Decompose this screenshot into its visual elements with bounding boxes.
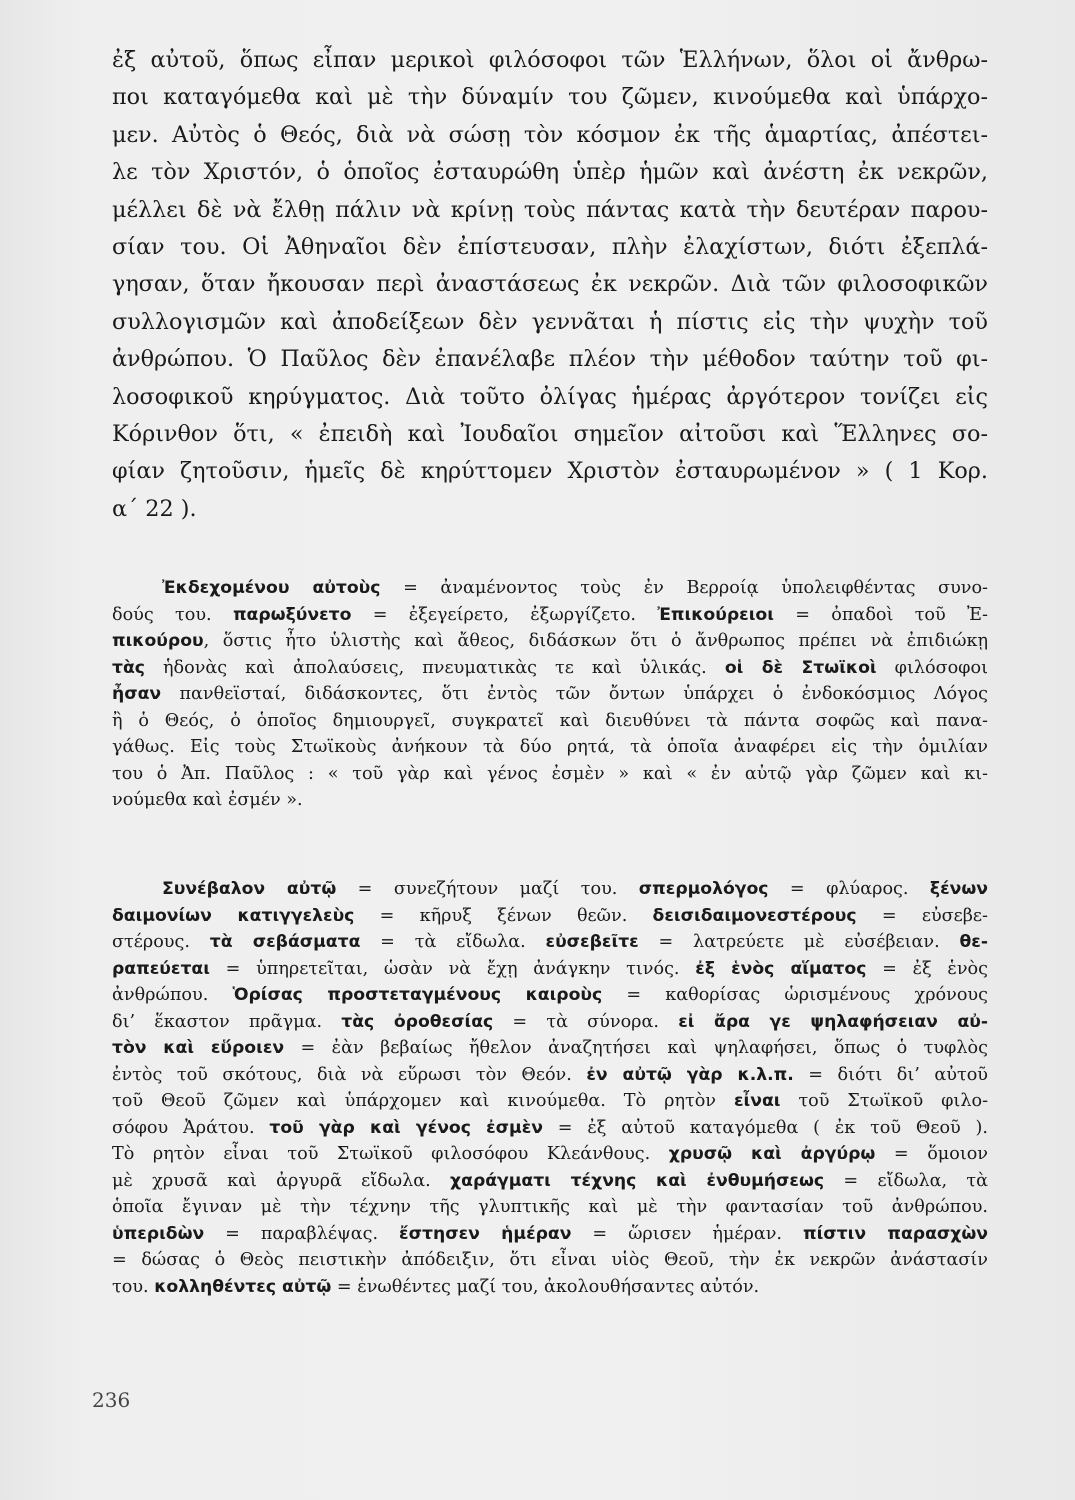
definition: μὲ χρυσᾶ καὶ ἀργυρᾶ εἴδωλα. xyxy=(112,1170,451,1191)
glossary-notes-1 xyxy=(112,575,988,814)
note-line xyxy=(112,681,988,708)
text-line: ἐξ αὐτοῦ, ὅπως εἶπαν μερικοὶ φιλόσοφοι τῶν Ἑλλήνων, ὅλοι οἱ ἄνθρω- xyxy=(112,47,988,73)
term: θε- xyxy=(959,932,989,952)
note-line xyxy=(112,1141,988,1168)
definition: = συνεζήτουν μαζί του. xyxy=(336,879,639,899)
note-line xyxy=(112,1168,988,1195)
definition: , ὅστις ἦτο ὑλιστὴς καὶ ἄθεος, διδάσκων ὅτι ὁ ἄνθρωπος πρέπει νὰ ἐπιδιώκῃ xyxy=(203,631,988,651)
text-line: μεν. Αὐτὸς ὁ Θεός, διὰ νὰ σώσῃ τὸν κόσμον ἐκ τῆς ἁμαρτίας, ἀπέστει- xyxy=(112,121,988,148)
term: ἦσαν xyxy=(112,684,162,704)
text-line: α΄ 22 ). xyxy=(112,495,197,522)
definition: = τὰ εἴδωλα. xyxy=(360,932,546,952)
definition: τοῦ Θεοῦ ζῶμεν καὶ ὑπάρχομεν καὶ κινούμεθα. Τὸ ρητὸν xyxy=(112,1091,734,1111)
term: εἰ ἄρα γε ψηλαφήσειαν αὐ- xyxy=(678,1011,988,1032)
term: σπερμολόγος xyxy=(638,879,769,899)
text-line: λοσοφικοῦ κηρύγματος. Διὰ τοῦτο ὀλίγας ἡμέρας ἀργότερον τονίζει εἰς xyxy=(112,383,988,410)
definition: = ἐὰν βεβαίως ἤθελον ἀναζητήσει καὶ ψηλαφήσει, ὅπως ὁ τυφλὸς xyxy=(284,1038,988,1058)
term: τὰς ὀροθεσίας xyxy=(341,1011,494,1032)
definition: = ἀναμένοντος τοὺς ἐν Βερροίᾳ ὑπολειφθέντας συνο- xyxy=(380,578,988,598)
term: ἐξ ἑνὸς αἵματος xyxy=(695,958,867,979)
page-number: 236 xyxy=(92,1388,131,1412)
definition: στέρους. xyxy=(112,932,210,952)
note-line xyxy=(112,903,988,930)
note-line xyxy=(112,982,988,1009)
definition: = ὥρισεν ἡμέραν. xyxy=(571,1223,803,1244)
note-line: = δώσας ὁ Θεὸς πειστικὴν ἀπόδειξιν, ὅτι εἶναι υἱὸς Θεοῦ, τὴν ἐκ νεκρῶν ἀνάστασίν xyxy=(112,1250,988,1270)
term: τὸν καὶ εὕροιεν xyxy=(112,1038,285,1058)
term: χαράγματι τέχνης καὶ ἐνθυμήσεως xyxy=(450,1170,825,1191)
definition: = ὀπαδοὶ τοῦ Ἐ- xyxy=(773,604,988,625)
term: χρυσῷ καὶ ἀργύρῳ xyxy=(668,1144,876,1164)
note-line xyxy=(112,1035,988,1062)
definition: = εὐσεβε- xyxy=(856,905,988,926)
term: Ἐπικούρειοι xyxy=(657,604,774,625)
definition: ἡδονὰς καὶ ἀπολαύσεις, πνευματικὰς τε καὶ ὑλικάς. xyxy=(144,657,725,678)
definition: του. xyxy=(112,1276,155,1297)
definition: = φλύαρος. xyxy=(768,879,930,899)
definition: φιλόσοφοι xyxy=(876,657,988,678)
term: ὑπεριδὼν xyxy=(112,1223,205,1244)
definition: = ἑνωθέντες μαζί του, ἀκολουθήσαντες αὐτόν. xyxy=(331,1276,760,1297)
glossary-notes-2 xyxy=(112,876,988,1300)
definition: = ἐξεγείρετο, ἐξωργίζετο. xyxy=(351,604,658,625)
term: κολληθέντες αὐτῷ xyxy=(154,1276,332,1297)
definition: = καθορίσας ὡρισμένους χρόνους xyxy=(602,985,988,1005)
text-line: συλλογισμῶν καὶ ἀποδείξεων δὲν γεννᾶται ἡ πίστις εἰς τὴν ψυχὴν τοῦ xyxy=(112,308,988,335)
term: εὐσεβεῖτε xyxy=(545,932,639,952)
term: Ἐκδεχομένου αὐτοὺς xyxy=(162,578,381,598)
note-line xyxy=(112,876,988,903)
definition: = ὑπηρετεῖται, ὡσὰν νὰ ἔχῃ ἀνάγκην τινός. xyxy=(209,958,696,979)
note-line: νούμεθα καὶ ἐσμέν ». xyxy=(112,790,303,810)
definition: σόφου Ἀράτου. xyxy=(112,1117,270,1138)
note-line xyxy=(112,1274,988,1301)
note-line xyxy=(112,575,988,602)
definition: = ἐξ ἑνὸς xyxy=(866,958,988,979)
definition: ἀνθρώπου. xyxy=(112,985,233,1005)
definition: πανθεϊσταί, διδάσκοντες, ὅτι ἐντὸς τῶν ὄντων ὑπάρχει ὁ ἐνδοκόσμιος Λόγος xyxy=(161,684,988,704)
term: πίστιν παρασχὼν xyxy=(802,1223,989,1244)
definition: Τὸ ρητὸν εἶναι τοῦ Στωϊκοῦ φιλοσόφου Κλεάνθους. xyxy=(112,1144,669,1164)
definition: = λατρεύετε μὲ εὐσέβειαν. xyxy=(638,932,960,952)
term: τοῦ γὰρ καὶ γένος ἐσμὲν xyxy=(269,1117,543,1138)
note-line xyxy=(112,602,988,629)
definition: = τὰ σύνορα. xyxy=(493,1011,679,1032)
term: πικούρου xyxy=(112,631,204,651)
note-line xyxy=(112,929,988,956)
definition: = κῆρυξ ξένων θεῶν. xyxy=(354,905,653,926)
definition: δι’ ἕκαστον πρᾶγμα. xyxy=(112,1011,342,1032)
definition: δούς του. xyxy=(112,604,233,625)
term: ἔστησεν ἡμέραν xyxy=(399,1223,572,1244)
definition: = εἴδωλα, τὰ xyxy=(824,1170,988,1191)
definition: = ὅμοιον xyxy=(875,1144,989,1164)
definition: τοῦ Στωϊκοῦ φιλο- xyxy=(780,1091,989,1111)
term: τὰς xyxy=(112,657,145,678)
text-line: μέλλει δὲ νὰ ἔλθῃ πάλιν νὰ κρίνῃ τοὺς πάντας κατὰ τὴν δευτέραν παρου- xyxy=(112,196,988,223)
definition: = παραβλέψας. xyxy=(204,1223,400,1244)
text-line: ἀνθρώπου. Ὁ Παῦλος δὲν ἐπανέλαβε πλέον τὴν μέθοδον ταύτην τοῦ φι- xyxy=(112,346,988,373)
term: Ὁρίσας προστεταγμένους καιροὺς xyxy=(232,985,603,1005)
term: ξένων xyxy=(929,879,988,899)
note-line: γάθως. Εἰς τοὺς Στωϊκοὺς ἀνήκουν τὰ δύο ρητά, τὰ ὁποῖα ἀναφέρει εἰς τὴν ὁμιλίαν xyxy=(112,737,988,757)
note-line xyxy=(112,1088,988,1115)
note-line xyxy=(112,1221,988,1248)
note-line xyxy=(112,1009,988,1036)
note-line: του ὁ Ἀπ. Παῦλος : « τοῦ γὰρ καὶ γένος ἐσμὲν » καὶ « ἐν αὐτῷ γὰρ ζῶμεν καὶ κι- xyxy=(112,763,988,784)
text-line: ποι καταγόμεθα καὶ μὲ τὴν δύναμίν του ζῶμεν, κινούμεθα καὶ ὑπάρχο- xyxy=(112,84,988,111)
note-line xyxy=(112,1062,988,1089)
term: οἱ δὲ Στωϊκοὶ xyxy=(724,657,877,678)
term: παρωξύνετο xyxy=(232,604,352,625)
note-line: ἢ ὁ Θεός, ὁ ὁποῖος δημιουργεῖ, συγκρατεῖ καὶ διευθύνει τὰ πάντα σοφῶς καὶ πανα- xyxy=(112,710,988,731)
text-line: σίαν του. Οἱ Ἀθηναῖοι δὲν ἐπίστευσαν, πλὴν ἐλαχίστων, διότι ἐξεπλά- xyxy=(112,234,988,261)
main-paragraph xyxy=(112,42,988,528)
term: Συνέβαλον αὐτῷ xyxy=(162,879,337,899)
note-line xyxy=(112,1115,988,1142)
note-line: ὁποῖα ἔγιναν μὲ τὴν τέχνην τῆς γλυπτικῆς καὶ μὲ τὴν φαντασίαν τοῦ ἀνθρώπου. xyxy=(112,1197,988,1217)
definition: = ἐξ αὐτοῦ καταγόμεθα ( ἐκ τοῦ Θεοῦ ). xyxy=(542,1117,989,1138)
term: τὰ σεβάσματα xyxy=(209,932,361,952)
definition: ἐντὸς τοῦ σκότους, διὰ νὰ εὕρωσι τὸν Θεόν. xyxy=(112,1064,587,1085)
term: εἶναι xyxy=(733,1091,781,1111)
note-line xyxy=(112,628,988,655)
definition: = διότι δι’ αὐτοῦ xyxy=(793,1064,988,1085)
term: ραπεύεται xyxy=(112,958,210,979)
text-line: λε τὸν Χριστόν, ὁ ὁποῖος ἐσταυρώθη ὑπὲρ ἡμῶν καὶ ἀνέστη ἐκ νεκρῶν, xyxy=(112,159,988,186)
text-line: γησαν, ὅταν ἤκουσαν περὶ ἀναστάσεως ἐκ νεκρῶν. Διὰ τῶν φιλοσοφικῶν xyxy=(112,271,988,298)
note-line xyxy=(112,956,988,983)
text-line: Κόρινθον ὅτι, « ἐπειδὴ καὶ Ἰουδαῖοι σημεῖον αἰτοῦσι καὶ Ἕλληνες σο- xyxy=(112,421,988,448)
text-line: φίαν ζητοῦσιν, ἡμεῖς δὲ κηρύττομεν Χριστὸν ἐσταυρωμένον » ( 1 Κορ. xyxy=(112,458,988,485)
term: δαιμονίων κατιγγελεὺς xyxy=(112,905,355,926)
term: δεισιδαιμονεστέρους xyxy=(652,905,857,926)
note-line xyxy=(112,655,988,682)
term: ἐν αὐτῷ γὰρ κ.λ.π. xyxy=(586,1064,794,1085)
